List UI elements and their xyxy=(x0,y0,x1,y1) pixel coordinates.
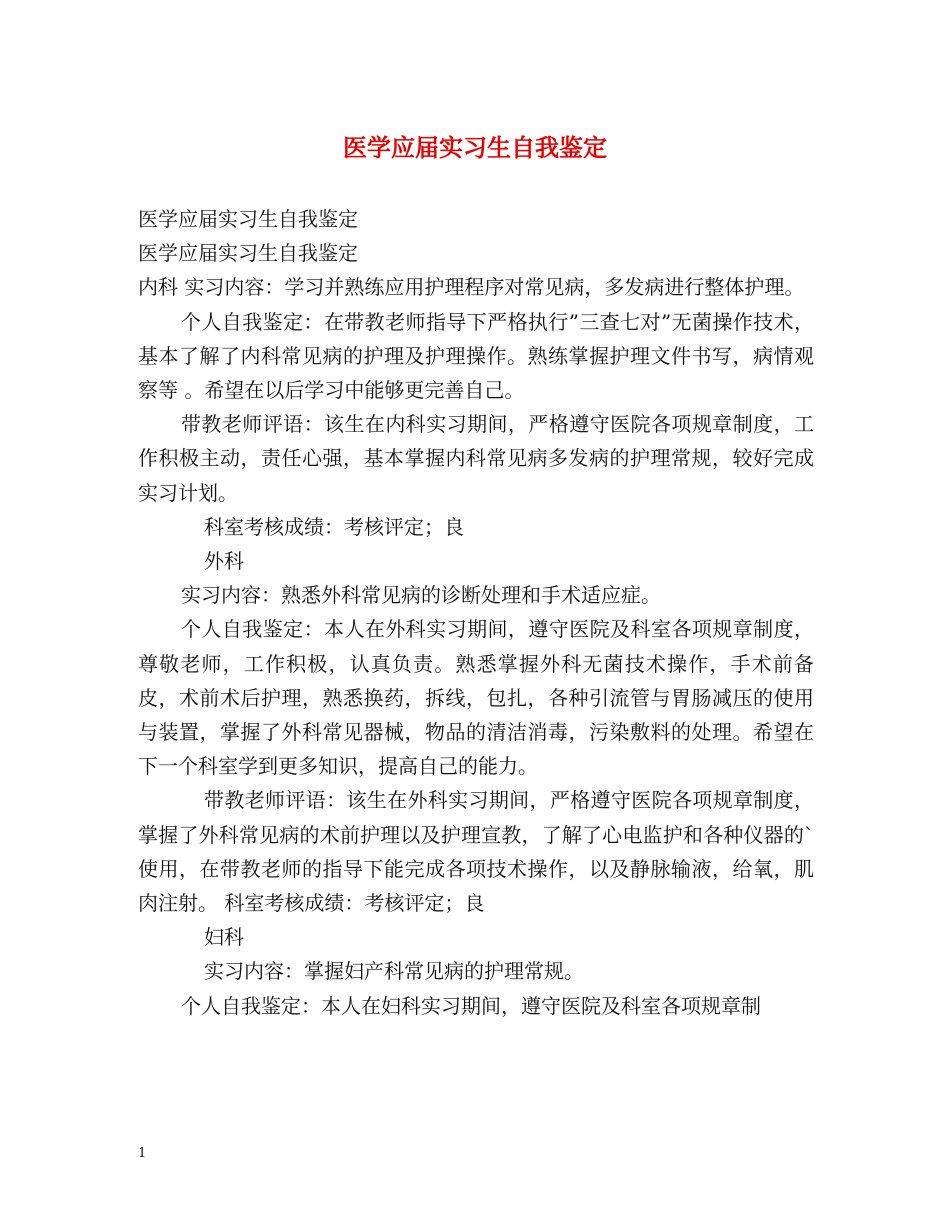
document-title: 医学应届实习生自我鉴定 xyxy=(343,133,607,162)
body-paragraph: 实习内容：熟悉外科常见病的诊断处理和手术适应症。 xyxy=(181,583,661,608)
document-body xyxy=(138,202,814,1023)
body-paragraph: 带教老师评语：该生在外科实习期间，严格遵守医院各项规章制度，掌握了外科常见病的术前护理以及护理宣教，了解了心电监护和各种仪器的`使用，在带教老师的指导下能完成各项技术操作，以及静脉输液，给氧，肌肉注射。 科室考核成绩：考核评定；良 xyxy=(138,788,814,916)
body-paragraph: 个人自我鉴定：本人在妇科实习期间，遵守医院及科室各项规章制 xyxy=(181,993,761,1018)
body-paragraph: 医学应届实习生自我鉴定 xyxy=(138,241,358,266)
body-paragraph: 个人自我鉴定：本人在外科实习期间，遵守医院及科室各项规章制度，尊敬老师，工作积极，认真负责。熟悉掌握外科无菌技术操作，手术前备皮，术前术后护理，熟悉换药，拆线，包扎，各种引流管与胃肠减压的使用与装置，掌握了外科常见器械，物品的清洁消毒，污染敷料的处理。希望在下一个科室学到更多知识，提高自己的能力。 xyxy=(138,617,814,779)
page-number: 1 xyxy=(138,1146,147,1161)
body-paragraph: 医学应届实习生自我鉴定 xyxy=(138,207,358,231)
section-heading: 外科 xyxy=(204,549,244,574)
body-paragraph: 带教老师评语：该生在内科实习期间，严格遵守医院各项规章制度，工作积极主动，责任心强，基本掌握内科常见病多发病的护理常规，较好完成实习计划。 xyxy=(138,412,814,505)
body-paragraph: 个人自我鉴定：在带教老师指导下严格执行”三查七对”无菌操作技术，基本了解了内科常见病的护理及护理操作。熟练掌握护理文件书写，病情观察等 。希望在以后学习中能够更完善自己。 xyxy=(138,309,814,403)
body-paragraph: 实习内容：掌握妇产科常见病的护理常规。 xyxy=(204,959,584,984)
body-paragraph: 科室考核成绩：考核评定；良 xyxy=(204,514,464,539)
body-paragraph: 内科 实习内容：学习并熟练应用护理程序对常见病，多发病进行整体护理。 xyxy=(138,275,805,300)
section-heading: 妇科 xyxy=(204,925,244,950)
